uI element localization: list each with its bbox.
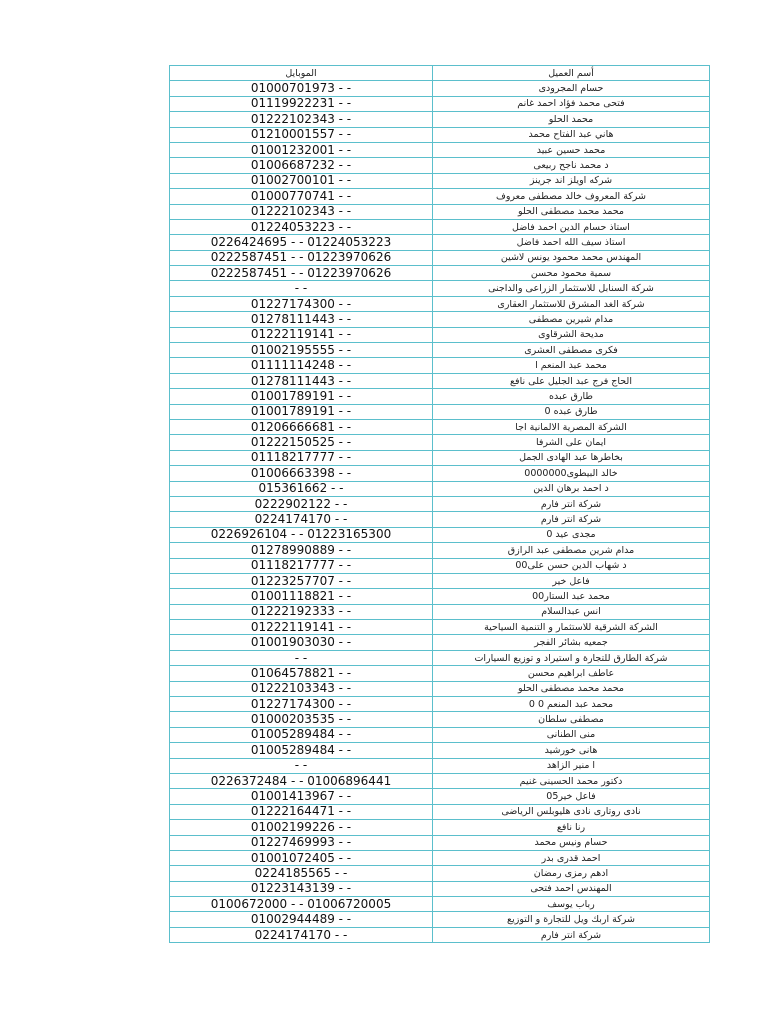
table-row [170, 327, 710, 342]
customer-name-cell: خالد البيطوى0000000 [433, 466, 710, 481]
table-row [170, 697, 710, 712]
table-row [170, 358, 710, 373]
mobile-cell: 01001413967 - - [170, 789, 433, 804]
table-row [170, 389, 710, 404]
table-row [170, 850, 710, 865]
customer-name-cell: د احمد برهان الدين [433, 481, 710, 496]
customer-name-cell: رباب يوسف [433, 897, 710, 912]
mobile-cell: 0100672000 - - 01006720005 [170, 897, 433, 912]
table-row [170, 173, 710, 188]
table-row [170, 204, 710, 219]
table-row [170, 835, 710, 850]
table-row [170, 466, 710, 481]
customer-name-cell: الشركة الشرقية للاستثمار و التنمية السياحية [433, 620, 710, 635]
mobile-cell: 01210001557 - - [170, 127, 433, 142]
mobile-cell: 01000203535 - - [170, 712, 433, 727]
mobile-cell: 01222119141 - - [170, 327, 433, 342]
customer-name-cell: شركة اربك ويل للتجارة و التوزيع [433, 912, 710, 927]
table-row [170, 419, 710, 434]
table-row [170, 450, 710, 465]
customer-name-cell: محمد عبد المنعم 0 0 [433, 697, 710, 712]
customer-name-cell: هاني عبد الفتاح محمد [433, 127, 710, 142]
mobile-cell: 01223257707 - - [170, 573, 433, 588]
table-row [170, 543, 710, 558]
customer-name-cell: مدام شيرين مصطفى [433, 312, 710, 327]
table-row [170, 404, 710, 419]
customer-name-cell: نادى روتارى نادى هليوبلس الرياضى [433, 804, 710, 819]
mobile-cell: 01118217777 - - [170, 450, 433, 465]
customer-name-cell: شركة الطارق للتجارة و استيراد و توزيع السيارات [433, 650, 710, 665]
customer-name-cell: دكتور محمد الحسينى غنيم [433, 773, 710, 788]
table-row [170, 927, 710, 942]
table-row [170, 773, 710, 788]
customer-name-cell: حسام المجرودى [433, 81, 710, 96]
mobile-cell: 0222587451 - - 01223970626 [170, 266, 433, 281]
mobile-cell: 0222902122 - - [170, 496, 433, 511]
customer-name-cell: فتحى محمد فؤاد احمد غانم [433, 96, 710, 111]
table-row [170, 820, 710, 835]
customer-name-cell: هانى خورشيد [433, 743, 710, 758]
customer-name-cell: سمية محمود محسن [433, 266, 710, 281]
table-row [170, 81, 710, 96]
mobile-cell: 01005289484 - - [170, 727, 433, 742]
table-row [170, 681, 710, 696]
mobile-cell: 01002700101 - - [170, 173, 433, 188]
customer-name-cell: حسام ونيس محمد [433, 835, 710, 850]
mobile-cell: 01222192333 - - [170, 604, 433, 619]
table-row [170, 250, 710, 265]
table-row [170, 604, 710, 619]
customer-name-cell: محمد عبد الستار00 [433, 589, 710, 604]
table-row [170, 527, 710, 542]
customer-name-cell: فكرى مصطفى العشرى [433, 343, 710, 358]
mobile-cell: 01001072405 - - [170, 850, 433, 865]
mobile-cell: 01006687232 - - [170, 158, 433, 173]
customer-name-cell: المهندس محمد محمود يونس لاشين [433, 250, 710, 265]
customer-name-cell: شركة انتر فارم [433, 927, 710, 942]
table-row [170, 112, 710, 127]
customer-name-cell: شركة انتر فارم [433, 496, 710, 511]
table-row [170, 558, 710, 573]
mobile-cell: 015361662 - - [170, 481, 433, 496]
customer-name-cell: الشركة المصرية الالمانية اجا [433, 419, 710, 434]
table-row [170, 912, 710, 927]
mobile-cell: 01222164471 - - [170, 804, 433, 819]
mobile-cell: 01222150525 - - [170, 435, 433, 450]
customer-name-cell: رنا نافع [433, 820, 710, 835]
table-row [170, 281, 710, 296]
mobile-cell: 01002944489 - - [170, 912, 433, 927]
mobile-cell: 01222102343 - - [170, 204, 433, 219]
customer-name-cell: مصطفى سلطان [433, 712, 710, 727]
table-row [170, 435, 710, 450]
mobile-cell: 0226372484 - - 01006896441 [170, 773, 433, 788]
mobile-cell: 0226926104 - - 01223165300 [170, 527, 433, 542]
customer-name-cell: محمد عبد المنعم ا [433, 358, 710, 373]
table-row [170, 635, 710, 650]
customer-name-cell: مجدى عيد 0 [433, 527, 710, 542]
mobile-cell: 01206666681 - - [170, 419, 433, 434]
customer-name-cell: استاذ سيف الله احمد فاضل [433, 235, 710, 250]
customer-name-cell: د شهاب الدين حسن على00 [433, 558, 710, 573]
mobile-cell: 01006663398 - - [170, 466, 433, 481]
customer-name-cell: شركة الغد المشرق للاستثمار العقارى [433, 296, 710, 311]
mobile-cell: 01064578821 - - [170, 666, 433, 681]
customer-name-cell: منى الطنانى [433, 727, 710, 742]
customer-name-cell: احمد قدرى بدر [433, 850, 710, 865]
table-row [170, 481, 710, 496]
mobile-cell: 0224185565 - - [170, 866, 433, 881]
table-row [170, 512, 710, 527]
customer-name-cell: فاعل خير [433, 573, 710, 588]
customer-name-cell: محمد الحلو [433, 112, 710, 127]
customer-name-cell: ايمان على الشرفا [433, 435, 710, 450]
mobile-cell: 01223143139 - - [170, 881, 433, 896]
header-customer-name: أسم العميل [433, 66, 710, 81]
mobile-cell: 01119922231 - - [170, 96, 433, 111]
mobile-cell: 0226424695 - - 01224053223 [170, 235, 433, 250]
mobile-cell: 01005289484 - - [170, 743, 433, 758]
customer-name-cell: ا منير الزاهد [433, 758, 710, 773]
table-row [170, 804, 710, 819]
customer-name-cell: طارق عبده 0 [433, 404, 710, 419]
table-row [170, 573, 710, 588]
mobile-cell: - - [170, 281, 433, 296]
table-row [170, 189, 710, 204]
customer-name-cell: جمعيه بشائر الفجر [433, 635, 710, 650]
table-row [170, 650, 710, 665]
customer-name-cell: فاعل خير05 [433, 789, 710, 804]
table-row [170, 712, 710, 727]
customer-table [169, 65, 710, 943]
mobile-cell: 0222587451 - - 01223970626 [170, 250, 433, 265]
table-row [170, 219, 710, 234]
mobile-cell: 01000770741 - - [170, 189, 433, 204]
table-row [170, 881, 710, 896]
table-body [170, 66, 710, 943]
customer-name-cell: محمد محمد مصطفى الحلو [433, 681, 710, 696]
header-mobile: الموبايل [170, 66, 433, 81]
table-row [170, 589, 710, 604]
mobile-cell: 01001789191 - - [170, 404, 433, 419]
table-row [170, 789, 710, 804]
customer-name-cell: مديحة الشرقاوى [433, 327, 710, 342]
mobile-cell: 01278111443 - - [170, 312, 433, 327]
customer-name-cell: د محمد ناجح ربيعى [433, 158, 710, 173]
mobile-cell: 01222103343 - - [170, 681, 433, 696]
mobile-cell: 01000701973 - - [170, 81, 433, 96]
mobile-cell: 01222119141 - - [170, 620, 433, 635]
mobile-cell: 01002199226 - - [170, 820, 433, 835]
customer-name-cell: محمد محمد مصطفى الحلو [433, 204, 710, 219]
customer-name-cell: المهندس احمد فتحى [433, 881, 710, 896]
table-row [170, 96, 710, 111]
mobile-cell: 01227174300 - - [170, 296, 433, 311]
mobile-cell: 01002195555 - - [170, 343, 433, 358]
mobile-cell: 01001903030 - - [170, 635, 433, 650]
table-row [170, 158, 710, 173]
customer-name-cell: شركة انتر فارم [433, 512, 710, 527]
customer-name-cell: عاطف ابراهيم محسن [433, 666, 710, 681]
table-row [170, 620, 710, 635]
table-row [170, 142, 710, 157]
customer-name-cell: الحاج فرج عبد الجليل على نافع [433, 373, 710, 388]
mobile-cell: 01278990889 - - [170, 543, 433, 558]
customer-name-cell: طارق عبده [433, 389, 710, 404]
mobile-cell: 01222102343 - - [170, 112, 433, 127]
mobile-cell: - - [170, 758, 433, 773]
customer-name-cell: انس عبدالسلام [433, 604, 710, 619]
mobile-cell: - - [170, 650, 433, 665]
mobile-cell: 01227174300 - - [170, 697, 433, 712]
customer-name-cell: محمد حسين عبيد [433, 142, 710, 157]
mobile-cell: 0224174170 - - [170, 927, 433, 942]
customer-name-cell: مدام شرين مصطفى عبد الرازق [433, 543, 710, 558]
customer-name-cell: استاذ حسام الدين احمد فاضل [433, 219, 710, 234]
customer-name-cell: بخاطرها عبد الهادى الجمل [433, 450, 710, 465]
mobile-cell: 0224174170 - - [170, 512, 433, 527]
customer-name-cell: شركة المعروف خالد مصطفى معروف [433, 189, 710, 204]
mobile-cell: 01111114248 - - [170, 358, 433, 373]
header-row [170, 66, 710, 81]
table-row [170, 758, 710, 773]
mobile-cell: 01224053223 - - [170, 219, 433, 234]
table-row [170, 727, 710, 742]
mobile-cell: 01118217777 - - [170, 558, 433, 573]
customer-name-cell: شركة السنابل للاستثمار الزراعى والداجنى [433, 281, 710, 296]
mobile-cell: 01278111443 - - [170, 373, 433, 388]
table-row [170, 312, 710, 327]
table-row [170, 866, 710, 881]
mobile-cell: 01001232001 - - [170, 142, 433, 157]
customer-name-cell: ادهم رمزى رمضان [433, 866, 710, 881]
table-row [170, 743, 710, 758]
table-row [170, 296, 710, 311]
customer-name-cell: شركه اويلز اند جرينز [433, 173, 710, 188]
table-row [170, 666, 710, 681]
table-row [170, 266, 710, 281]
mobile-cell: 01001118821 - - [170, 589, 433, 604]
table-row [170, 373, 710, 388]
table-row [170, 235, 710, 250]
table-row [170, 343, 710, 358]
table-row [170, 496, 710, 511]
table-row [170, 127, 710, 142]
mobile-cell: 01001789191 - - [170, 389, 433, 404]
mobile-cell: 01227469993 - - [170, 835, 433, 850]
table-row [170, 897, 710, 912]
